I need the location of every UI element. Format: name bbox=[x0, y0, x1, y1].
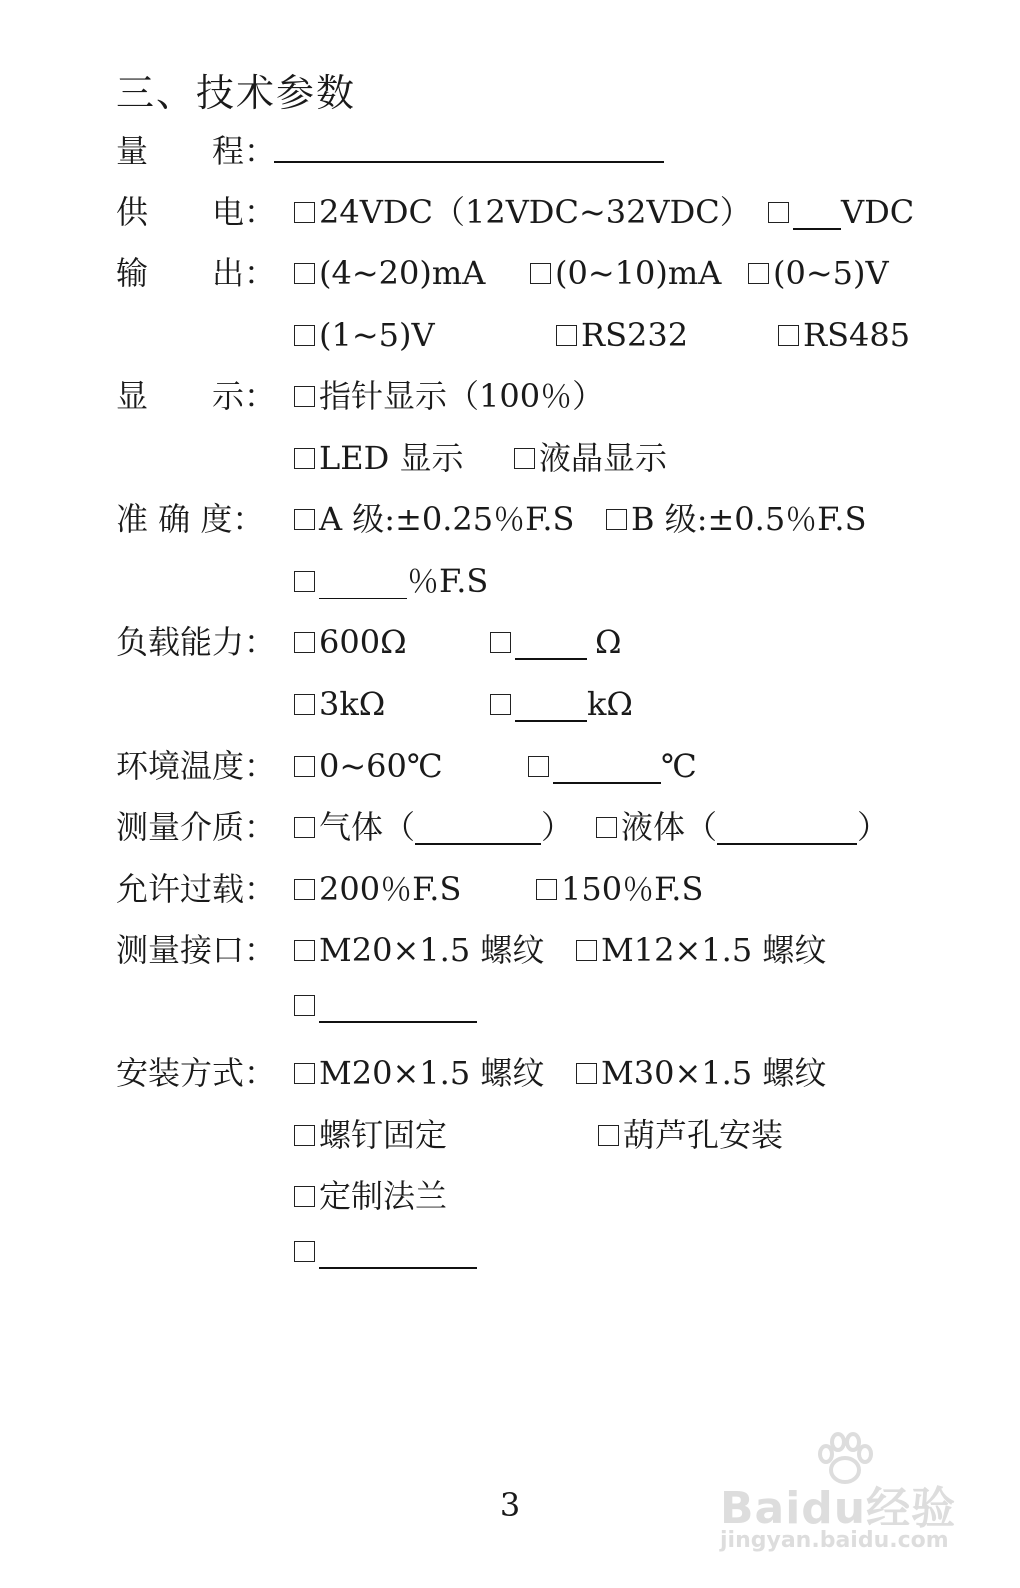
option-text: VDC bbox=[841, 193, 915, 231]
interface-option-m12[interactable] bbox=[576, 925, 826, 975]
checkbox[interactable] bbox=[294, 1063, 315, 1084]
temperature-option-0-60[interactable] bbox=[294, 741, 443, 791]
load-option-600[interactable] bbox=[294, 617, 407, 667]
blank-field[interactable] bbox=[415, 809, 541, 845]
option-text: M30×1.5 螺纹 bbox=[601, 1054, 827, 1092]
medium-option-gas[interactable] bbox=[294, 802, 573, 852]
power-option-custom[interactable] bbox=[768, 187, 914, 237]
row-temperature bbox=[0, 741, 1020, 791]
checkbox[interactable] bbox=[528, 756, 549, 777]
checkbox[interactable] bbox=[294, 1186, 315, 1207]
checkbox[interactable] bbox=[576, 1063, 597, 1084]
mounting-option-flange[interactable] bbox=[294, 1171, 447, 1221]
row-load-2 bbox=[0, 679, 1020, 729]
range-blank[interactable] bbox=[274, 161, 664, 163]
mounting-option-screw[interactable] bbox=[294, 1110, 447, 1160]
checkbox[interactable] bbox=[596, 817, 617, 838]
checkbox[interactable] bbox=[294, 448, 315, 469]
output-label: 输 出： bbox=[116, 254, 277, 292]
row-medium bbox=[0, 802, 1020, 852]
row-display-1 bbox=[0, 371, 1020, 421]
medium-option-liquid[interactable] bbox=[596, 802, 889, 852]
accuracy-option-custom[interactable] bbox=[294, 556, 488, 606]
option-text: M20×1.5 螺纹 bbox=[319, 1054, 545, 1092]
checkbox[interactable] bbox=[294, 509, 315, 530]
blank-field[interactable] bbox=[515, 686, 587, 722]
display-option-led[interactable] bbox=[294, 433, 463, 483]
checkbox[interactable] bbox=[294, 386, 315, 407]
checkbox[interactable] bbox=[294, 1125, 315, 1146]
option-text: 0~60℃ bbox=[319, 747, 443, 785]
blank-field[interactable] bbox=[717, 809, 857, 845]
option-text: (0~10)mA bbox=[555, 254, 722, 292]
row-load-1 bbox=[0, 617, 1020, 667]
output-option-0-5v[interactable] bbox=[748, 248, 889, 298]
checkbox[interactable] bbox=[536, 879, 557, 900]
output-option-4-20ma[interactable] bbox=[294, 248, 485, 298]
output-option-0-10ma[interactable] bbox=[530, 248, 721, 298]
blank-field[interactable] bbox=[319, 564, 407, 599]
option-text: 气体（ bbox=[319, 808, 416, 846]
blank-field[interactable] bbox=[319, 1233, 477, 1269]
page-number: 3 bbox=[499, 1486, 521, 1524]
temperature-option-custom[interactable] bbox=[528, 741, 697, 791]
option-text: A 级:±0.25％F.S bbox=[319, 500, 575, 538]
checkbox[interactable] bbox=[294, 632, 315, 653]
row-range bbox=[0, 126, 1020, 176]
checkbox[interactable] bbox=[748, 263, 769, 284]
row-power bbox=[0, 187, 1020, 237]
checkbox[interactable] bbox=[490, 632, 511, 653]
output-option-rs485[interactable] bbox=[778, 310, 910, 360]
checkbox[interactable] bbox=[598, 1125, 619, 1146]
option-text: 150％F.S bbox=[561, 870, 704, 908]
option-text: (1~5)V bbox=[319, 316, 435, 354]
checkbox[interactable] bbox=[530, 263, 551, 284]
checkbox[interactable] bbox=[514, 448, 535, 469]
blank-field[interactable] bbox=[793, 194, 841, 230]
row-mounting-1 bbox=[0, 1048, 1020, 1098]
option-text: B 级:±0.5％F.S bbox=[631, 500, 867, 538]
checkbox[interactable] bbox=[294, 694, 315, 715]
watermark-site: jingyan.baidu.com bbox=[720, 1528, 949, 1553]
option-text: LED 显示 bbox=[319, 439, 464, 477]
output-option-rs232[interactable] bbox=[556, 310, 688, 360]
row-mounting-3 bbox=[0, 1171, 1020, 1221]
display-option-lcd[interactable] bbox=[514, 433, 667, 483]
watermark bbox=[720, 1432, 960, 1562]
checkbox[interactable] bbox=[294, 263, 315, 284]
accuracy-label: 准 确 度： bbox=[116, 500, 265, 538]
accuracy-option-a[interactable] bbox=[294, 494, 574, 544]
display-option-pointer[interactable] bbox=[294, 371, 604, 421]
checkbox[interactable] bbox=[294, 756, 315, 777]
checkbox[interactable] bbox=[556, 325, 577, 346]
option-text: 液体（ bbox=[621, 808, 718, 846]
row-mounting-4 bbox=[0, 1233, 1020, 1283]
blank-field[interactable] bbox=[319, 987, 477, 1023]
overload-label: 允许过载： bbox=[116, 870, 277, 908]
mounting-label: 安装方式： bbox=[116, 1054, 277, 1092]
mounting-option-keyhole[interactable] bbox=[598, 1110, 783, 1160]
medium-label: 测量介质： bbox=[116, 808, 277, 846]
checkbox[interactable] bbox=[294, 325, 315, 346]
blank-field[interactable] bbox=[515, 624, 587, 660]
checkbox[interactable] bbox=[294, 995, 315, 1016]
option-text: 3kΩ bbox=[319, 685, 386, 723]
option-text: 液晶显示 bbox=[539, 439, 668, 477]
row-output-1 bbox=[0, 248, 1020, 298]
checkbox[interactable] bbox=[576, 940, 597, 961]
section-title: 三、技术参数 bbox=[116, 71, 357, 115]
option-text: 24VDC（12VDC~32VDC） bbox=[319, 193, 752, 231]
accuracy-option-b[interactable] bbox=[606, 494, 867, 544]
option-text: 螺钉固定 bbox=[319, 1116, 448, 1154]
checkbox[interactable] bbox=[294, 817, 315, 838]
row-accuracy-2 bbox=[0, 556, 1020, 606]
interface-option-m20[interactable] bbox=[294, 925, 544, 975]
mounting-option-m30[interactable] bbox=[576, 1048, 826, 1098]
checkbox[interactable] bbox=[294, 202, 315, 223]
output-option-1-5v[interactable] bbox=[294, 310, 435, 360]
power-label: 供 电： bbox=[116, 193, 277, 231]
option-text: kΩ bbox=[587, 685, 633, 723]
row-interface-2 bbox=[0, 987, 1020, 1037]
option-text: ） bbox=[541, 808, 574, 846]
option-text: ％F.S bbox=[407, 562, 489, 600]
checkbox[interactable] bbox=[606, 509, 627, 530]
temperature-label: 环境温度： bbox=[116, 747, 277, 785]
load-option-custom-kohm[interactable] bbox=[490, 679, 633, 729]
load-label: 负载能力： bbox=[116, 623, 277, 661]
load-option-custom-ohm[interactable] bbox=[490, 617, 622, 667]
option-text: RS485 bbox=[803, 316, 911, 354]
mounting-option-m20[interactable] bbox=[294, 1048, 544, 1098]
row-mounting-2 bbox=[0, 1110, 1020, 1160]
option-text: 葫芦孔安装 bbox=[623, 1116, 784, 1154]
row-interface-1 bbox=[0, 925, 1020, 975]
checkbox[interactable] bbox=[294, 879, 315, 900]
option-text: ℃ bbox=[661, 747, 697, 785]
option-text: 200％F.S bbox=[319, 870, 462, 908]
option-text: Ω bbox=[595, 623, 622, 661]
overload-option-150[interactable] bbox=[536, 864, 703, 914]
option-text: RS232 bbox=[581, 316, 689, 354]
interface-label: 测量接口： bbox=[116, 931, 277, 969]
mounting-option-custom[interactable] bbox=[294, 1233, 477, 1269]
option-text: 定制法兰 bbox=[319, 1177, 448, 1215]
row-accuracy-1 bbox=[0, 494, 1020, 544]
option-text: M20×1.5 螺纹 bbox=[319, 931, 545, 969]
row-overload bbox=[0, 864, 1020, 914]
watermark-brand: Baidu经验 bbox=[720, 1483, 957, 1534]
row-display-2 bbox=[0, 433, 1020, 483]
row-output-2 bbox=[0, 310, 1020, 360]
checkbox[interactable] bbox=[294, 571, 315, 592]
power-option-24vdc[interactable] bbox=[294, 187, 752, 237]
load-option-3k[interactable] bbox=[294, 679, 385, 729]
display-label: 显 示： bbox=[116, 377, 277, 415]
option-text: 600Ω bbox=[319, 623, 407, 661]
option-text: (4~20)mA bbox=[319, 254, 486, 292]
overload-option-200[interactable] bbox=[294, 864, 461, 914]
checkbox[interactable] bbox=[490, 694, 511, 715]
option-text: M12×1.5 螺纹 bbox=[601, 931, 827, 969]
checkbox[interactable] bbox=[294, 940, 315, 961]
option-text: 指针显示（100％） bbox=[319, 377, 605, 415]
interface-option-custom[interactable] bbox=[294, 987, 477, 1023]
option-text: (0~5)V bbox=[773, 254, 889, 292]
range-label: 量 程： bbox=[116, 132, 277, 170]
checkbox[interactable] bbox=[768, 202, 789, 223]
checkbox[interactable] bbox=[778, 325, 799, 346]
blank-field[interactable] bbox=[553, 748, 661, 784]
checkbox[interactable] bbox=[294, 1241, 315, 1262]
option-text: ） bbox=[857, 808, 890, 846]
